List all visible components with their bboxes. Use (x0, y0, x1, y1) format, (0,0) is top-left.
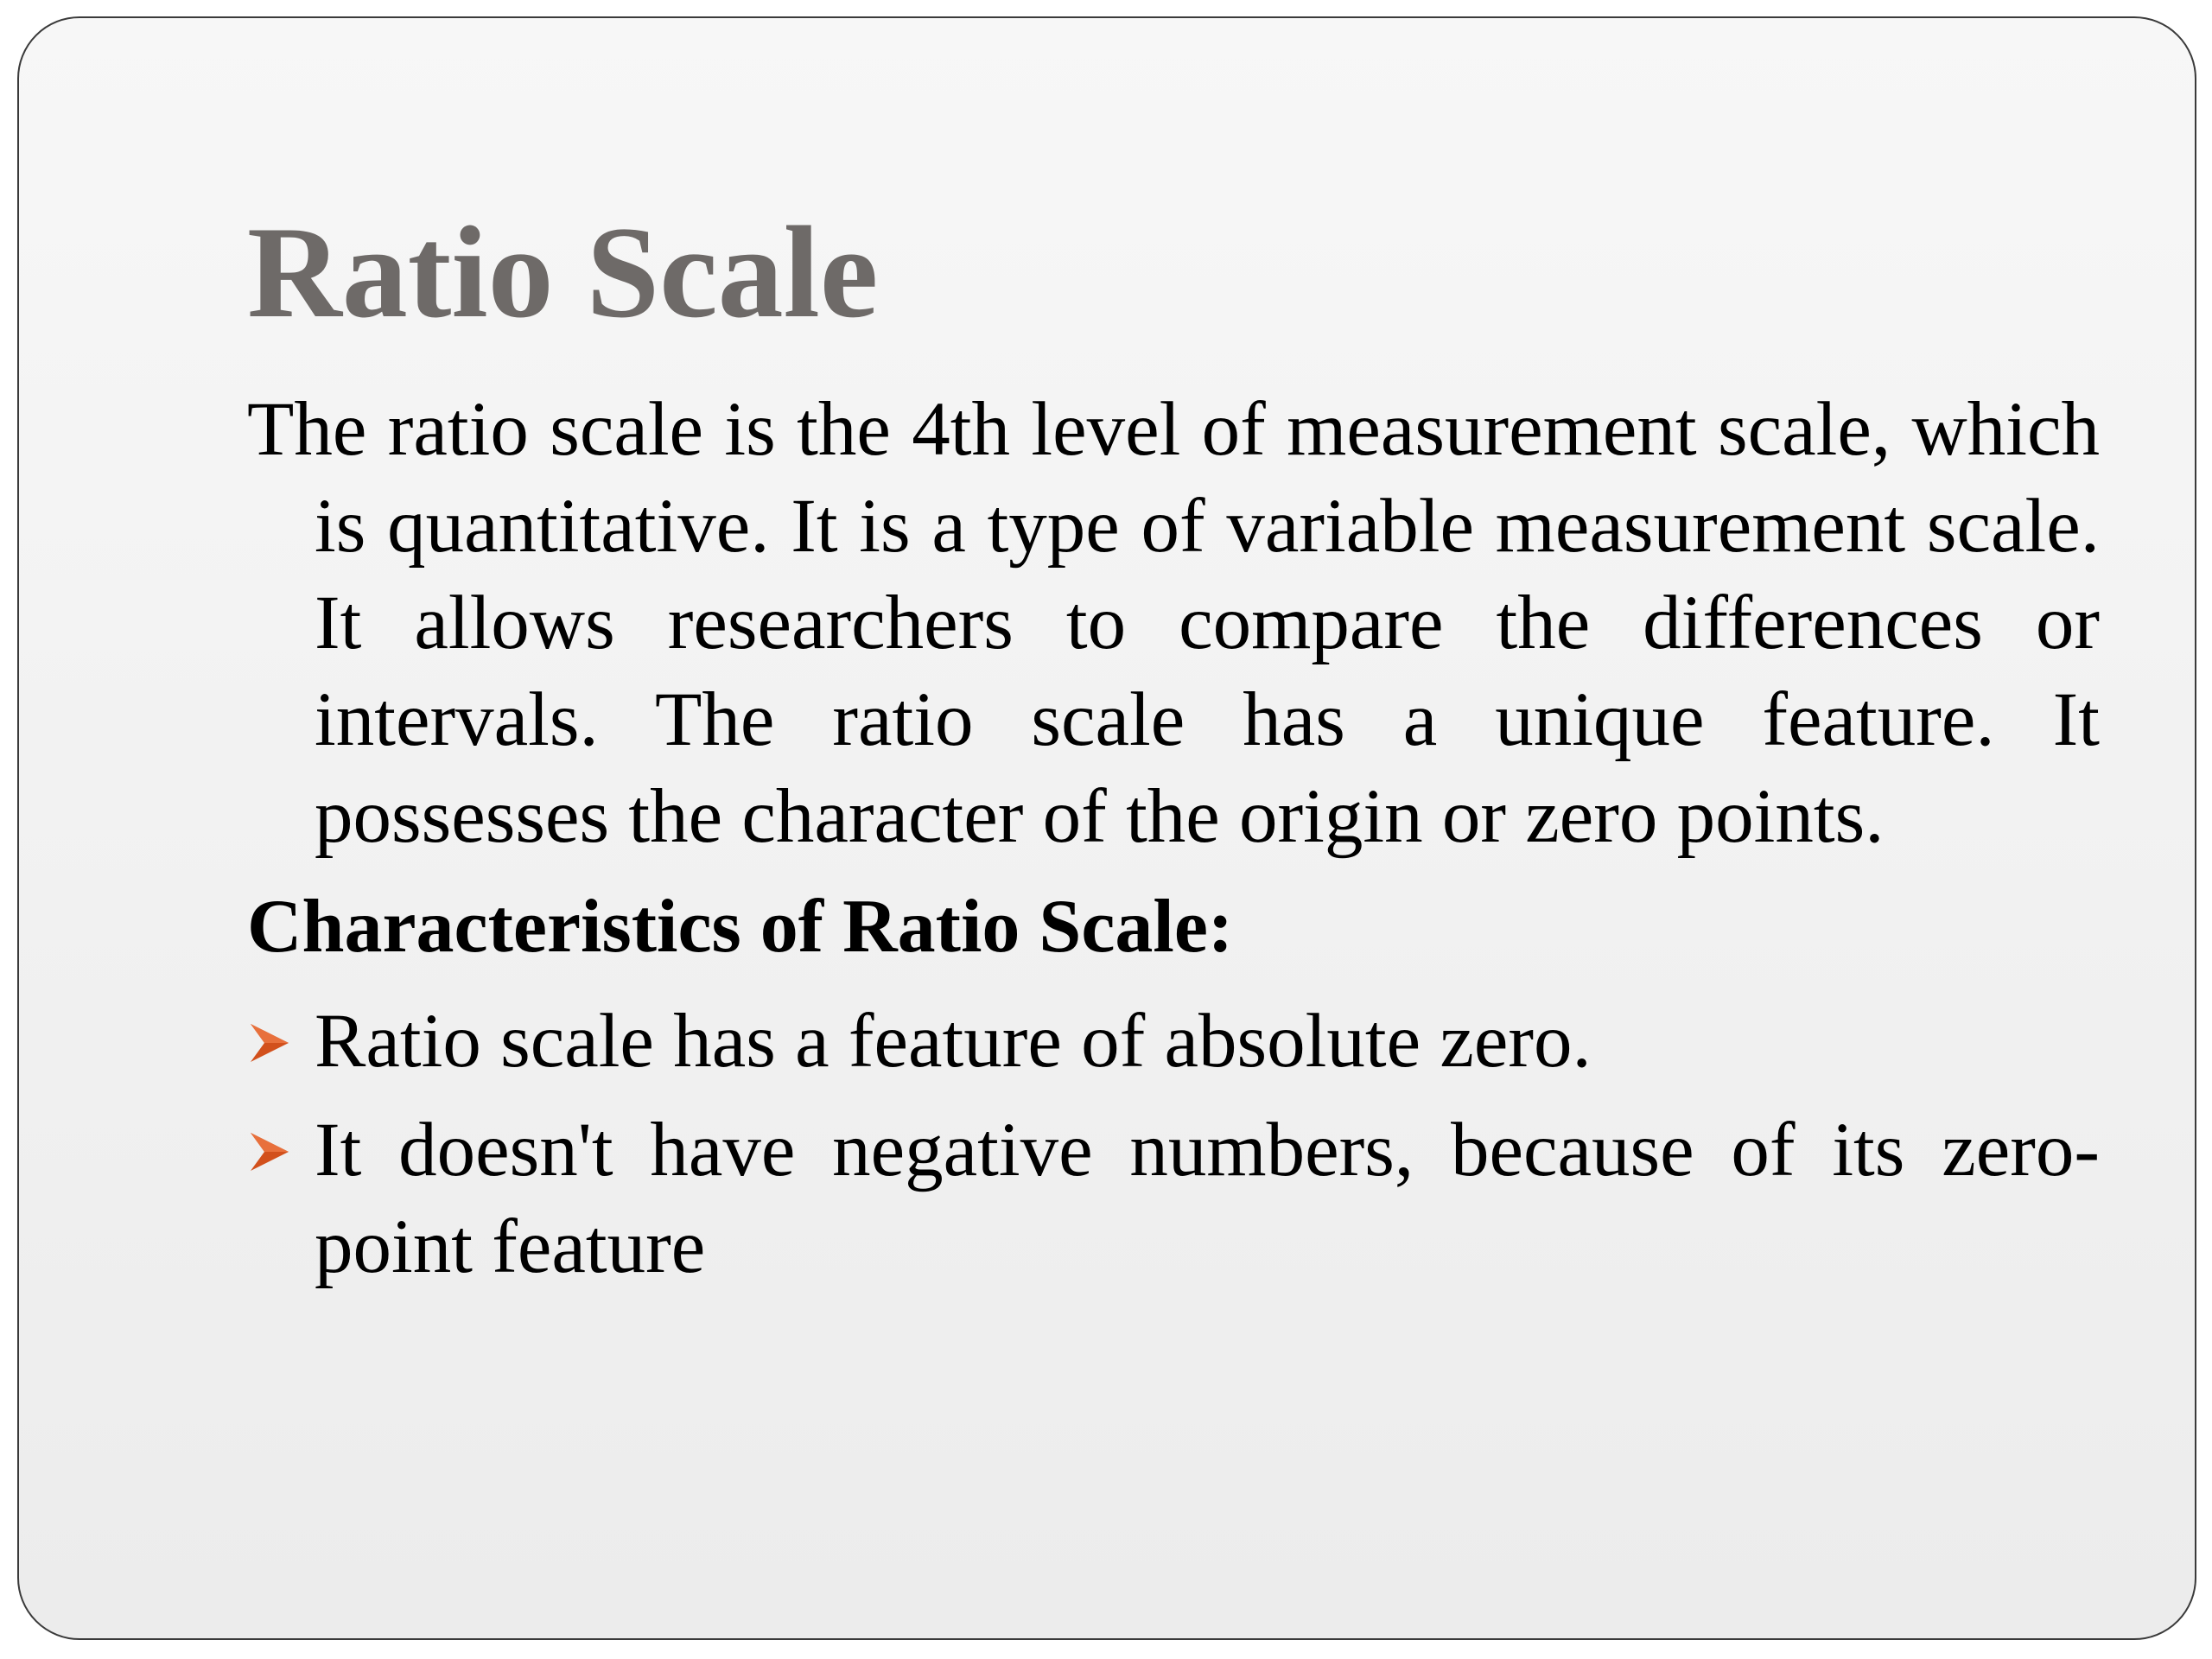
list-item (247, 993, 2100, 1090)
slide-title: Ratio Scale (247, 200, 879, 345)
list-item-text: Ratio scale has a feature of absolute zero. (315, 999, 1592, 1084)
arrowhead-bullet-icon (247, 1020, 292, 1065)
intro-paragraph: The ratio scale is the 4th level of measurement scale, which is quantitative. It is a type of variable measurement scale. It allows researchers to compare the differences or intervals. The ratio scale has a unique feature. It possesses the character of the origin or zero points. (247, 387, 2100, 859)
slide-content (247, 381, 2100, 1307)
characteristics-list (247, 993, 2100, 1295)
arrowhead-bullet-icon (247, 1129, 292, 1174)
characteristics-heading: Characteristics of Ratio Scale: (247, 885, 1234, 969)
slide (17, 16, 2196, 1640)
list-item (247, 1102, 2100, 1295)
list-item-text: It doesn't have negative numbers, because of its zero-point feature (315, 1108, 2100, 1289)
